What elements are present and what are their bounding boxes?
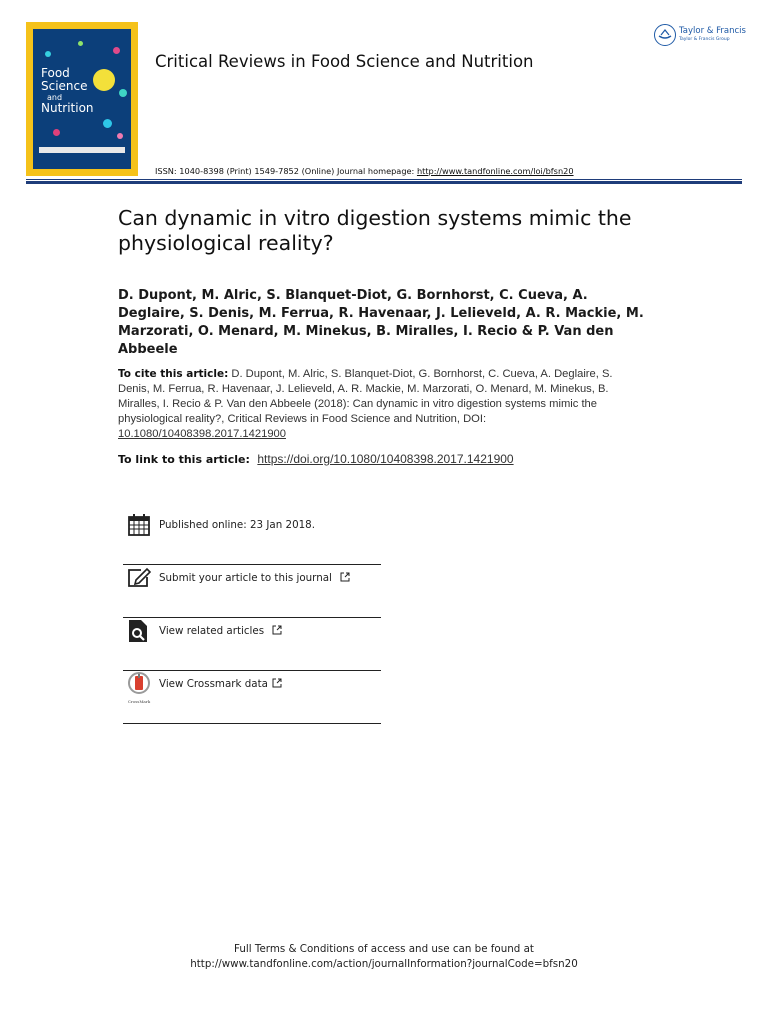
submit-article-row[interactable] [123,566,381,618]
cover-issue-bar [39,147,125,153]
related-articles-link[interactable] [159,625,282,637]
journal-homepage-link[interactable]: http://www.tandfonline.com/loi/bfsn20 [416,166,574,176]
published-online-text: Published online: 23 Jan 2018. [159,519,315,531]
citation-doi-link[interactable]: 10.1080/10408398.2017.1421900 [118,428,286,440]
publisher-logo-icon [654,24,676,46]
citation-text: D. Dupont, M. Alric, S. Blanquet-Diot, G. Bornhorst, C. Cueva, A. Deglaire, S. Denis, M. Ferrua, R. Havenaar, J. Lelieveld, A. R. Mackie, M. Marzorati, O. Menard, M. Minekus, B. Miralles, I. Recio & P. Van den Abbeele (2018): Can dynamic in vitro digestion systems mimic the physiological reality?, Critical Reviews in Food Science and Nutrition, DOI: [118,368,613,425]
crossmark-link[interactable] [159,678,282,690]
row-divider [123,617,381,618]
header-rule-thin [26,179,742,180]
external-link-icon [340,572,350,582]
article-title: Can dynamic in vitro digestion systems mimic the physiological reality? [118,206,632,255]
crossmark-text: View Crossmark data [159,678,268,690]
journal-cover-art [33,29,131,169]
footer-terms [0,942,768,972]
row-divider [123,564,381,565]
related-articles-text: View related articles [159,625,265,637]
publisher-logo[interactable] [654,24,746,48]
crossmark-icon [127,672,151,702]
cover-title: Food Science and Nutrition [41,66,94,115]
submit-article-text: Submit your article to this journal [159,572,332,584]
related-articles-row[interactable] [123,619,381,671]
published-online-row [123,513,381,565]
external-link-icon [272,678,282,688]
article-authors: D. Dupont, M. Alric, S. Blanquet-Diot, G. Bornhorst, C. Cueva, A. Deglaire, S. Denis, M. Ferrua, R. Havenaar, J. Lelieveld, A. R. Mackie, M. Marzorati, O. Menard, M. Minekus, B. Miralles, I. Recio & P. Van den Abbeele [118,288,644,357]
citation-block [118,367,638,442]
row-divider [123,723,381,724]
issn-line [155,166,574,176]
citation-label: To cite this article: [118,368,229,380]
external-link-icon [272,625,282,635]
search-document-icon [127,619,151,643]
footer-terms-text: Full Terms & Conditions of access and use can be found at [234,943,534,955]
journal-cover [26,22,138,176]
publisher-subname: Taylor & Francis Group [679,37,730,42]
crossmark-row[interactable] [123,672,381,724]
journal-title: Critical Reviews in Food Science and Nutrition [155,52,534,71]
article-link-label: To link to this article: [118,453,250,466]
publisher-name: Taylor & Francis [679,26,746,36]
article-link-line [118,452,514,466]
crossmark-caption: CrossMark [127,699,151,704]
edit-icon [127,566,151,590]
footer-terms-link[interactable]: http://www.tandfonline.com/action/journalInformation?journalCode=bfsn20 [190,958,578,970]
issn-text: ISSN: 1040-8398 (Print) 1549-7852 (Online) Journal homepage: [155,166,415,176]
submit-article-link[interactable] [159,572,350,584]
article-doi-link[interactable]: https://doi.org/10.1080/10408398.2017.1421900 [257,452,514,466]
header-rule [26,181,742,184]
row-divider [123,670,381,671]
calendar-icon [127,513,151,537]
